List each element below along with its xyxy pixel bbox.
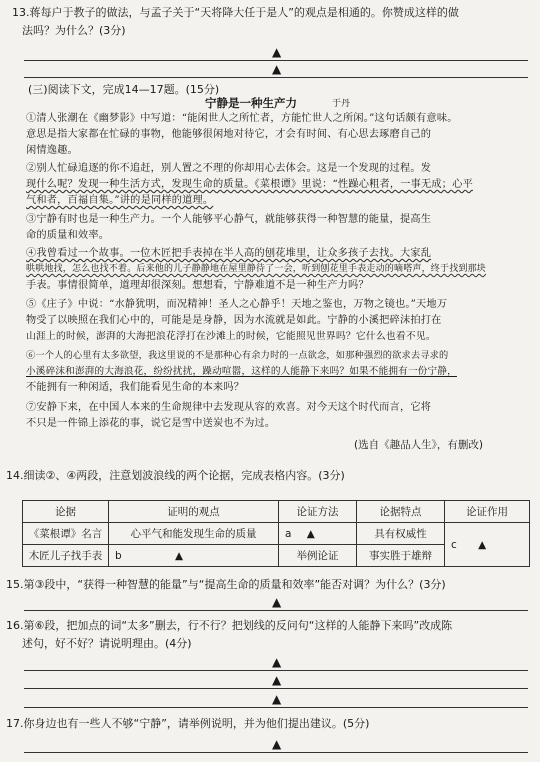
q13-line2: 法吗？为什么？(3分) [22,24,126,37]
answer-line[interactable] [24,77,528,78]
table-cell: 《菜根谭》名言 [23,523,109,545]
p4-line2: 哄哄地找，怎么也找不着。后来他的儿子静静地在屋里静待了一会，听到刨花里手表走动的嘀嗒声，终于找到那块 [26,264,487,274]
answer-mark-triangle-icon: ▲ [272,45,282,59]
table-row [23,523,530,545]
passage-source: (选自《趣品人生》，有删改) [354,439,483,451]
blank-label: a [285,527,292,540]
p1-line2: 意思是指大家都在忙碌的事物，他能够很闲地对待它，才会有时间、有心思去琢磨自己的 [26,129,432,140]
p2-line1: ②别人忙碌追逐的你不追赶，别人置之不理的你却用心去体会。这是一个发现的过程。发 [26,163,432,174]
q13-line1: 13.蒋每户于教子的做法，与孟子关于“天将降大任于是人”的观点是相通的。你赞成这样的做 [12,6,459,19]
answer-mark-triangle-icon: ▲ [272,673,282,687]
answer-cell-c[interactable] [445,523,530,567]
table-header: 论据特点 [357,501,445,523]
passage-author: 于丹 [332,99,351,109]
answer-line[interactable] [24,60,528,61]
table-cell: 具有权威性 [357,523,445,545]
table-header: 论证作用 [445,501,530,523]
p3-line2: 命的质量和效率。 [26,230,110,241]
answer-line[interactable] [24,610,528,611]
answer-mark-triangle-icon: ▲ [272,737,282,751]
p3-line1: ③宁静有时也是一种生产力。一个人能够平心静气，就能够获得一种智慧的能量，提高生 [26,214,432,225]
answer-mark-triangle-icon: ▲ [272,62,282,76]
q16-line2: 述句，好不好？请说明理由。(4分) [22,637,192,650]
table-cell: 心平气和能发现生命的质量 [109,523,279,545]
answer-cell-a[interactable] [279,523,357,545]
p1-line1: ①清人张潮在《幽梦影》中写道：“能闲世人之所忙者，方能忙世人之所闲。”这句话颇有意味。 [26,113,458,124]
table-header: 论据 [23,501,109,523]
answer-mark-triangle-icon: ▲ [272,692,282,706]
blank-label: b [115,549,122,562]
answer-line[interactable] [24,707,528,708]
passage-title: 宁静是一种生产力 [205,96,297,110]
p1-line3: 闲情逸趣。 [26,145,78,156]
answer-line[interactable] [24,688,528,689]
p5-line1: ⑤《庄子》中说：“水静犹明，而况精神！圣人之心静乎！天地之鉴也，万物之镜也。”天地万 [26,299,448,310]
answer-line[interactable] [24,670,528,671]
table-header-row [23,501,530,523]
answer-line[interactable] [24,752,528,753]
q15-text: 15.第③段中，“获得一种智慧的能量”与“提高生命的质量和效率”能否对调？为什么？(3分) [6,578,446,591]
q16-line1: 16.第⑥段，把加点的词“太多”删去，行不行？把划线的反问句“这样的人能静下来吗”改成陈 [6,619,453,632]
p6-line3: 不能拥有一种闲适，我们能看见生命的本来吗？ [26,382,245,393]
q17-text: 17.你身边也有一些人不够“宁静”，请举例说明，并为他们提出建议。(5分) [6,717,370,730]
section-intro: (三)阅读下文，完成14—17题。(15分) [28,83,220,96]
table-header: 论证方法 [279,501,357,523]
p4-line3: 手表。事情很简单，道理却很深刻。想想看，宁静难道不是一种生产力吗？ [26,280,369,291]
answer-mark-triangle-icon: ▲ [478,538,487,551]
p6-line1: ⑥一个人的心里有太多欲望，我这里说的不是那种心有余力时的一点欲念，如那种强烈的欲求去寻求的 [26,350,449,361]
p7-line2: 不只是一件锦上添花的事，说它是雪中送炭也不为过。 [26,418,276,429]
answer-mark-triangle-icon: ▲ [272,595,282,609]
answer-cell-b[interactable] [109,545,279,567]
p2-line3: 气和者，百福自集。”讲的是同样的道理。 [26,195,214,206]
answer-mark-triangle-icon: ▲ [306,527,315,540]
table-cell: 木匠儿子找手表 [23,545,109,567]
p5-line2: 物受了以映照在我们心中的，可能是是身静，因为水流就是如此。宁静的小溪把碎沫拍打在 [26,315,442,326]
table-cell: 事实胜于雄辩 [357,545,445,567]
evidence-table [22,500,530,567]
answer-mark-triangle-icon: ▲ [175,549,184,562]
p2-line2: 现什么呢？发现一种生活方式，发现生命的质量。《菜根谭》里说：“性躁心粗者，一事无成；心平 [26,179,473,190]
p7-line1: ⑦安静下来，在中国人本来的生命规律中去发现从容的欢喜。对今天这个时代而言，它将 [26,402,432,413]
blank-label: c [451,538,457,551]
table-header: 证明的观点 [109,501,279,523]
p6-line2: 小溪碎沫和澎湃的大海浪花，纷纷扰扰，躁动喧嚣，这样的人能静下来吗？如果不能拥有一份宁静， [26,366,457,377]
answer-mark-triangle-icon: ▲ [272,655,282,669]
p4-line1: ④我曾看过一个故事。一位木匠把手表掉在半人高的刨花堆里，让众多孩子去找。大家乱 [26,248,432,259]
q14-text: 14.细读②、④两段，注意划波浪线的两个论据，完成表格内容。(3分) [6,469,345,482]
p5-line3: 山涯上的时候，澎湃的大海把浪花浮打在沙滩上的时候，它能照见世界吗？它什么也看不见。 [26,331,436,342]
table-cell: 举例论证 [279,545,357,567]
